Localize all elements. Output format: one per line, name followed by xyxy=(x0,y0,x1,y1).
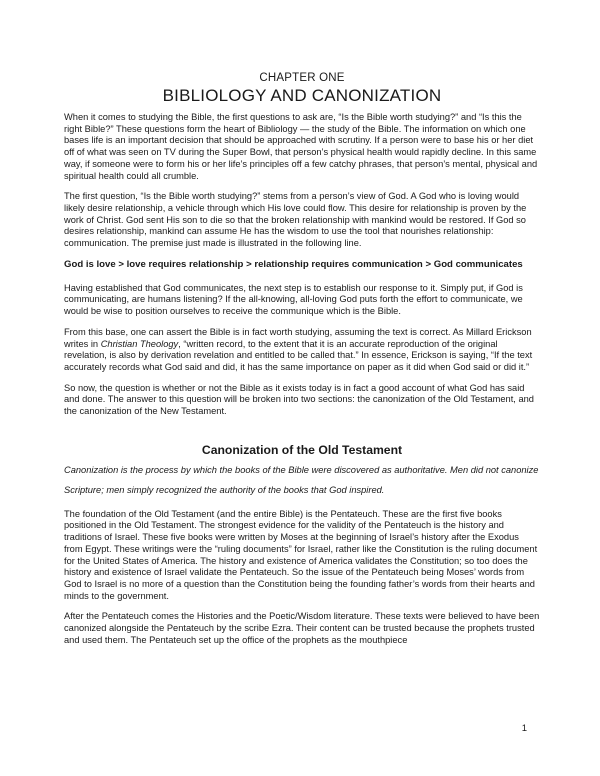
erickson-text-b: , “written record, to the extent that it is an accurate reproduction of the original revelation, is also by derivation revelation and entitled to be called that.” In essence, Erickson is saying, “If the text accurately records what God said and did, it has the same importance on paper as it did when God said or did it.” xyxy=(64,338,533,372)
paragraph-response: Having established that God communicates, the next step is to establish our response to it. Simply put, if God is communicating, are humans listening? If the all-knowing, all-loving God puts forth the effort to communicate, we would be wise to position ourselves to receive the communique which is the Bible. xyxy=(64,282,523,317)
chapter-label: CHAPTER ONE xyxy=(259,72,345,84)
page-number: 1 xyxy=(521,723,527,734)
paragraph-pentateuch: The foundation of the Old Testament (and the entire Bible) is the Pentateuch. These are the first five books positioned in the Old Testament. The strongest evidence for the validity of the Pentateuch is the history and traditions of Israel. These five books were written by Moses at the beginning of Israel’s history after the Exodus from Egypt. These writings were the “ruling documents” for Israel, rather like the Constitution is the ruling document for the United States of America. The history and existence of America validates the Constitution; so too does the history and existence of Israel validate the Pentateuch. So the issue of the Pentateuch being Moses’ words from God to Israel is no more of a question than the Constitution being the founding father’s words from their hearts and minds to the government. xyxy=(64,508,538,601)
canonization-definition: Canonization is the process by which the books of the Bible were discovered as authoritative. Men did not canonize Scripture; men simply recognized the authority of the books that God inspired. xyxy=(64,464,539,495)
book-title: Christian Theology xyxy=(100,338,179,349)
paragraph-histories: After the Pentateuch comes the Histories and the Poetic/Wisdom literature. These texts were believed to have been canonized alongside the Pentateuch by the scribe Ezra. Their content can be trusted because the prophets trusted and used them. The Pentateuch set up the office of the prophets as the mouthpiece xyxy=(64,611,540,645)
erickson-text-a: From this base, one can assert the Bible is in fact worth studying, assuming the text is correct. As Millard Erickson writes in xyxy=(64,326,532,349)
paragraph-question: So now, the question is whether or not the Bible as it exists today is in fact a good account of what God has said and done. The answer to this question will be broken into two sections: the canonization of the Old Testament, and the canonization of the New Testament. xyxy=(64,382,534,417)
section-heading: Canonization of the Old Testament xyxy=(201,442,403,457)
paragraph-first-question: The first question, “Is the Bible worth studying?” stems from a person’s view of God. A God who is loving would likely desire relationship, a vehicle through which His love could flow. This desire for relationship is proven by the work of Christ. God sent His son to die so that the broken relationship with mankind would be restored. If God so desires relationship, mankind can assume He has the wisdom to use the tool that nourishes relationship: communication. The premise just made is illustrated in the following line. xyxy=(64,191,527,249)
chapter-title: BIBLIOLOGY AND CANONIZATION xyxy=(162,86,442,105)
premise-line: God is love > love requires relationship > relationship requires communication > God communicates xyxy=(64,258,523,270)
page-content xyxy=(64,71,540,647)
paragraph-intro: When it comes to studying the Bible, the first questions to ask are, “Is the Bible worth studying?” and “Is this the right Bible?” These questions form the heart of Bibliology — the study of the Bible. The information on which one bases life is an important decision that should be approached with scrutiny. If a person were to base his or her diet off of what was seen on TV during the Super Bowl, that person’s physical health would rapidly decline. In this same way, if someone were to form his or her life’s principles off a few catchy phrases, that person’s mental, physical and spiritual health could all crumble. xyxy=(64,112,538,181)
paragraph-erickson xyxy=(64,327,540,374)
